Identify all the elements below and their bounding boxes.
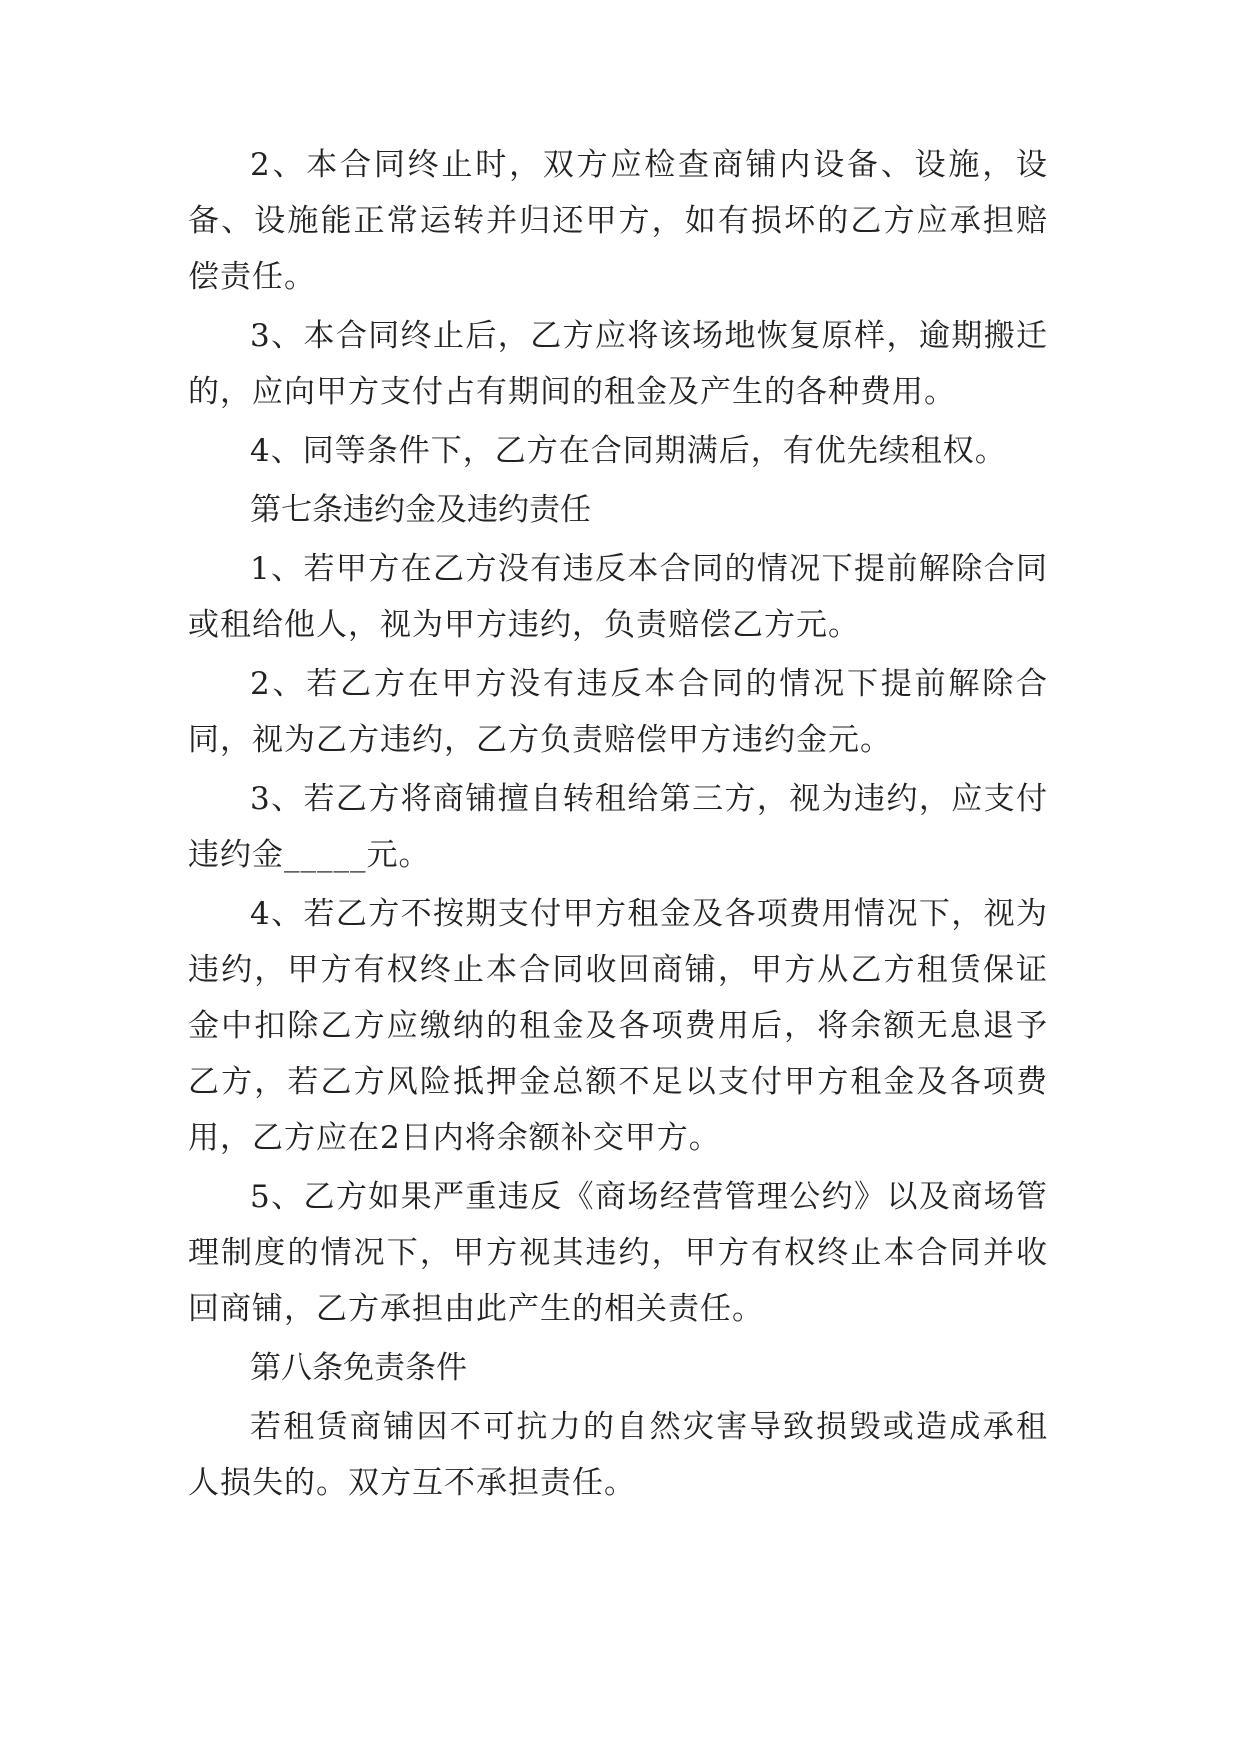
clause-paragraph: 4、同等条件下，乙方在合同期满后，有优先续租权。 <box>250 433 1007 469</box>
clause-paragraph: 4、若乙方不按期支付甲方租金及各项费用情况下，视为违约，甲方有权终止本合同收回商铺，甲方从乙方租赁保证金中扣除乙方应缴纳的租金及各项费用后，将余额无息退予乙方，若乙方风险抵押金总额不足以支付甲方租金及各项费用，乙方应在2日内将余额补交甲方。 <box>188 896 1048 1156</box>
clause-paragraph: 5、乙方如果严重违反《商场经营管理公约》以及商场管理制度的情况下，甲方视其违约，甲方有权终止本合同并收回商铺，乙方承担由此产生的相关责任。 <box>188 1179 1048 1327</box>
clause-paragraph: 若租赁商铺因不可抗力的自然灾害导致损毁或造成承租人损失的。双方互不承担责任。 <box>188 1409 1048 1501</box>
section-heading: 第七条违约金及违约责任 <box>250 492 591 528</box>
clause-paragraph: 3、若乙方将商铺擅自转租给第三方，视为违约，应支付违约金_____元。 <box>188 781 1048 873</box>
clause-paragraph: 2、若乙方在甲方没有违反本合同的情况下提前解除合同，视为乙方违约，乙方负责赔偿甲方违约金元。 <box>188 666 1048 758</box>
clause-paragraph: 1、若甲方在乙方没有违反本合同的情况下提前解除合同或租给他人，视为甲方违约，负责赔偿乙方元。 <box>188 551 1048 643</box>
clause-paragraph: 2、本合同终止时，双方应检查商铺内设备、设施，设备、设施能正常运转并归还甲方，如有损坏的乙方应承担赔偿责任。 <box>188 147 1048 295</box>
section-heading: 第八条免责条件 <box>250 1350 467 1386</box>
document-page <box>188 137 1048 1511</box>
clause-paragraph: 3、本合同终止后，乙方应将该场地恢复原样，逾期搬迁的，应向甲方支付占有期间的租金及产生的各种费用。 <box>188 318 1048 410</box>
